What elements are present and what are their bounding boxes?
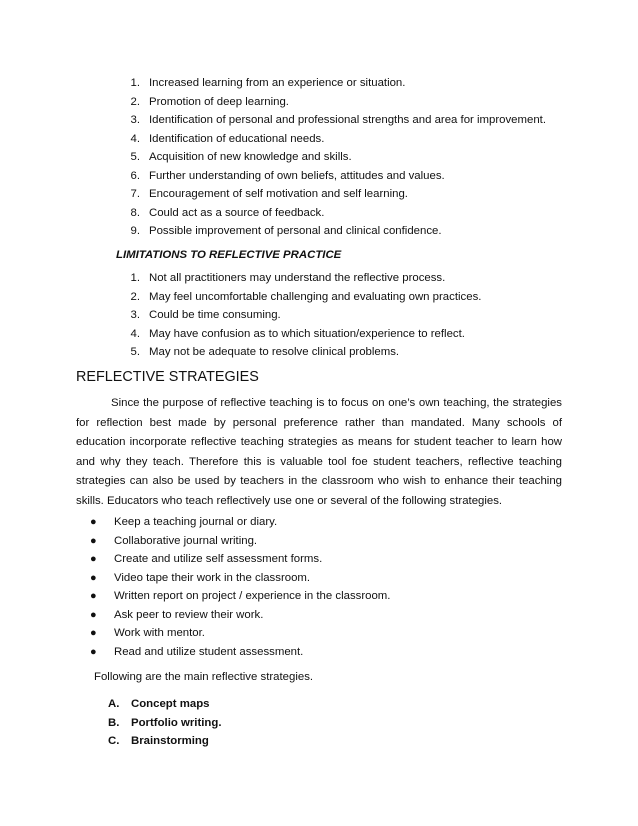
strategies-paragraph: Since the purpose of reflective teaching is to focus on one’s own teaching, the strategies for reflection best made by personal preference rather than mandated. Many schools of education incorporate reflective teaching strategies as means for student teacher to learn how and why they teach. Therefore this is valuable tool foe student teachers, reflective teaching strategies can also be used by teachers in the classroom who wish to enhance their teaching skills. Educators who teach reflectively use one or several of the following strategies. xyxy=(76,397,562,507)
bullet-icon: ● xyxy=(90,590,97,602)
bullet-icon: ● xyxy=(90,645,97,658)
list-item: 2. Promotion of deep learning. xyxy=(130,95,289,108)
list-item: 1. Not all practitioners may understand the reflective process. xyxy=(130,272,446,284)
list-item: ● Create and utilize self assessment forms. xyxy=(90,550,390,569)
list-item: 5. Acquisition of new knowledge and skills. xyxy=(130,151,352,163)
list-item: 2. May feel uncomfortable challenging and evaluating own practices. xyxy=(130,290,482,303)
main-strategies-list xyxy=(108,695,221,751)
list-item: 4. Identification of educational needs. xyxy=(130,132,325,145)
list-item: ● Written report on project / experience in the classroom. xyxy=(90,587,390,606)
list-item: 4. May have confusion as to which situation/experience to reflect. xyxy=(130,327,465,340)
list-item: B. Portfolio writing. xyxy=(108,716,222,729)
list-item: 3. Could be time consuming. xyxy=(130,309,281,321)
section-heading: REFLECTIVE STRATEGIES xyxy=(76,369,259,385)
list-item: 8. Could act as a source of feedback. xyxy=(130,206,325,219)
list-item: ● Keep a teaching journal or diary. xyxy=(90,513,390,532)
list-item: 3. Identification of personal and professional strengths and area for improvement. xyxy=(130,114,547,126)
list-item: ● Read and utilize student assessment. xyxy=(90,643,390,662)
list-item: 6. Further understanding of own beliefs, attitudes and values. xyxy=(130,169,445,182)
bullet-icon: ● xyxy=(90,516,97,528)
list-item: ● Work with mentor. xyxy=(90,624,390,643)
bullet-icon: ● xyxy=(90,553,97,565)
list-item: ● Collaborative journal writing. xyxy=(90,532,390,551)
list-item: 7. Encouragement of self motivation and self learning. xyxy=(130,188,408,200)
list-item: C. Brainstorming xyxy=(108,735,209,747)
list-item: ● Ask peer to review their work. xyxy=(90,606,390,625)
following-text: Following are the main reflective strategies. xyxy=(94,671,314,683)
list-item: 9. Possible improvement of personal and clinical confidence. xyxy=(130,225,442,237)
bullet-icon: ● xyxy=(90,608,97,621)
limitations-title: LIMITATIONS TO REFLECTIVE PRACTICE xyxy=(116,249,342,261)
benefits-list xyxy=(114,74,546,241)
list-item: ● Video tape their work in the classroom. xyxy=(90,569,390,588)
bullet-icon: ● xyxy=(90,571,97,584)
strategies-bullet-list xyxy=(90,513,390,661)
list-item: 1. Increased learning from an experience or situation. xyxy=(130,77,406,89)
bullet-icon: ● xyxy=(90,534,97,547)
limitations-list xyxy=(114,269,481,362)
list-item: 5. May not be adequate to resolve clinical problems. xyxy=(130,346,400,358)
bullet-icon: ● xyxy=(90,627,97,639)
list-item: A. Concept maps xyxy=(108,698,210,710)
